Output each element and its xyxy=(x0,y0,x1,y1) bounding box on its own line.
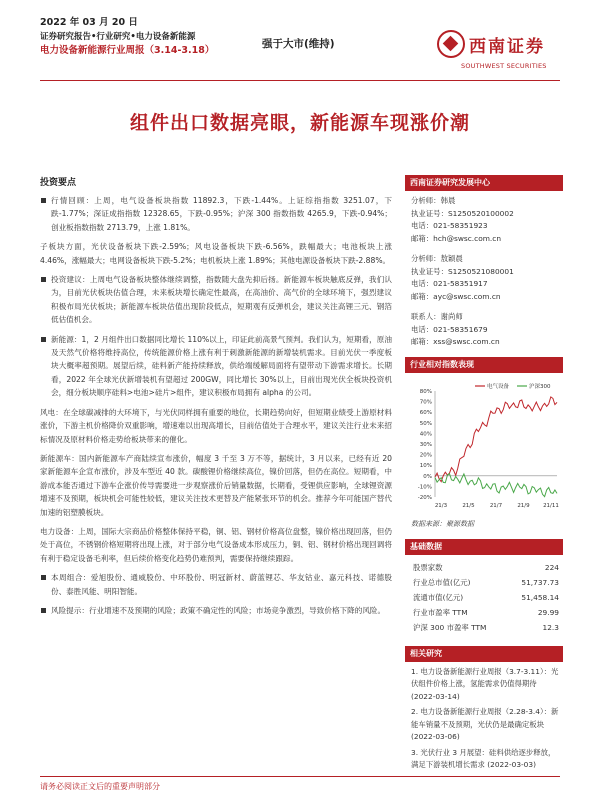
analyst-1-email[interactable]: 邮箱：hch@swsc.com.cn xyxy=(411,233,502,243)
footer-disclaimer: 请务必阅读正文后的重要声明部分 xyxy=(40,776,560,792)
y-tick-label: -20% xyxy=(417,494,432,501)
paragraph-sub-sectors: 子板块方面，光伏设备板块下跌-2.59%；风电设备板块下跌-6.56%，跌幅最大；电池板块上涨 4.46%，涨幅最大；电网设备板块下跌-5.2%；电机板块上涨 1.89%；其他电源设备板块下跌-2.88%。 xyxy=(40,242,392,265)
main-column xyxy=(40,175,392,623)
series-line-electrical-equipment xyxy=(435,396,557,481)
rating-label: 强于大市(维持) xyxy=(262,38,335,50)
paragraph-ev: 新能源车：国内新能源车产商陆续宣布涨价，幅度 3 千至 3 万不等，据统计，3 月以来，已经有近 20 家新能源车企宣布涨价，涉及车型近 40 款。碳酸锂价格继续高位，镍价回落，但仍在高位。短期看，中游成本能否通过下游车企涨价传导需要进一步观察涨价后销量数据，长期看，受锂供应影响，全球锂资源增速不及预期，板块机会可能性较低，建议关注技术更替及产能紧张环节的机会。推荐今年可能国产替代加速的铝塑膜板块。 xyxy=(40,453,392,517)
paragraph-wind-power: 风电：在全球碳减排的大环境下，与光伏同样拥有重要的地位，长期趋势向好，但短期业绩受上游原材料涨价，下游主机价格降价双重影响，增速难以出现高增长，目前估值处于合理水平，建议关注行业未来招标情况及原材料价格走势给板块带来的催化。 xyxy=(40,407,392,444)
logo-seal-icon xyxy=(437,30,465,58)
contact-phone: 电话：021-58351679 xyxy=(411,324,488,334)
related-item[interactable]: 3. 光伏行业 3 月展望：硅料供给逐步释放，满足下游装机增长需求 (2022-03-03) xyxy=(411,747,556,769)
related-heading: 相关研究 xyxy=(405,646,563,662)
index-chart xyxy=(405,379,563,521)
basic-data-value: 224 xyxy=(544,562,559,572)
legend-label: 沪深300 xyxy=(529,383,551,390)
basic-data-label: 行业市盈率 TTM xyxy=(413,607,468,617)
related-list xyxy=(405,662,563,772)
sidebar xyxy=(405,175,563,775)
report-date: 2022 年 03 月 20 日 xyxy=(40,17,138,28)
report-series: 电力设备新能源行业周报（3.14-3.18） xyxy=(40,45,215,56)
basic-data-table xyxy=(405,555,563,636)
header-divider xyxy=(40,80,560,81)
basic-data-label: 沪深 300 市盈率 TTM xyxy=(413,622,487,632)
analyst-block xyxy=(405,191,563,349)
paragraph-risk: 风险提示：行业增速不及预期的风险；政策不确定性的风险；市场竞争激烈，导致价格下降的风险。 xyxy=(40,604,392,617)
y-tick-label: -10% xyxy=(417,483,432,490)
series-line-csi300 xyxy=(435,473,557,496)
contact-name: 联系人：谢尚师 xyxy=(411,312,463,321)
basic-data-heading: 基础数据 xyxy=(405,539,563,555)
analyst-2-phone: 电话：021-58351917 xyxy=(411,279,488,288)
paragraph-portfolio: 本周组合：爱旭股份、通威股份、中环股份、明冠新材、蔚蓝锂芯、华友钴业、嘉元科技、诺德股份、泰胜风能、明阳智能。 xyxy=(40,571,392,598)
analyst-2-cert: 执业证号：S1250521080001 xyxy=(411,266,514,276)
basic-data-value: 12.3 xyxy=(542,622,559,632)
report-title: 组件出口数据亮眼，新能源车现涨价潮 xyxy=(129,112,470,134)
analyst-1-name: 分析师：韩晨 xyxy=(411,196,456,205)
paragraph-new-energy: 新能源：1，2 月组件出口数据同比增长 110%以上，印证此前高景气预判。我们认为，短期看，原油及天然气价格将维持高位，传统能源价格上涨有利于刺激新能源的新增装机需求。目前光伏一季度板块大概率超预期。展望后续，硅料新产能持续释放，供给端缓解局面将有望带动下游需求增长。长期看，2022 年全球光伏新增装机有望超过 200GW，同比增长 30%以上，目前出现光伏全板块投资机会，细分板块顺序硅料>电池>硅片>组件，建议积极布局拥有 alpha 的公司。 xyxy=(40,333,392,400)
y-tick-label: 40% xyxy=(419,430,432,437)
y-tick-label: 0% xyxy=(423,473,432,480)
index-chart-svg xyxy=(405,379,563,521)
basic-data-label: 股票家数 xyxy=(413,562,443,572)
x-tick-label: 21/3 xyxy=(434,502,448,509)
x-tick-label: 21/7 xyxy=(489,502,503,509)
chart-source: 数据来源：聚源数据 xyxy=(411,519,474,528)
related-item[interactable]: 2. 电力设备新能源行业周报（2.28-3.4）：新能车销量不及预期，光伏仍是最确定板块 (2022-03-06) xyxy=(411,707,559,741)
x-tick-label: 21/5 xyxy=(462,502,475,509)
logo-text-en: SOUTHWEST SECURITIES xyxy=(461,62,547,70)
chart-heading: 行业相对指数表现 xyxy=(405,357,563,373)
basic-data-row xyxy=(413,621,559,634)
company-logo xyxy=(437,30,561,74)
y-tick-label: 80% xyxy=(419,388,432,395)
y-tick-label: 20% xyxy=(419,452,432,459)
paragraph-investment-advice: 投资建议：上周电气设备板块整体继续调整，指数随大盘先抑后扬。新能源车板块触底反弹，我们认为，目前光伏板块估值合理，未来板块增长确定性最高，在高油价、高气价的全球环境下，强烈建议积极布局光伏板块；新能源车板块估值出现阶段低点，短期观有反弹机会，建议关注高锂三元、钢箔低估值机会。 xyxy=(40,273,392,327)
x-tick-label: 21/9 xyxy=(517,502,530,509)
y-tick-label: 30% xyxy=(419,441,432,448)
section-heading: 投资要点 xyxy=(40,178,77,188)
paragraph-power-equipment: 电力设备：上周，国际大宗商品价格整体保持平稳，铜、铝、钢材价格高位盘整，镍价格出现回落，但仍处于高位，不锈钢价格短期将出现上涨，对于部分电气设备成本形成压力，铜、铝、钢材价格出现回调将有利于稳定设备毛利率，但后续价格变化趋势仍难预判，需要保持继续跟踪。 xyxy=(40,526,392,563)
logo-text-cn: 西南证券 xyxy=(469,37,545,57)
team-heading: 西南证券研究发展中心 xyxy=(405,175,563,191)
analyst-2-name: 分析师：敖颖晨 xyxy=(411,254,463,263)
y-tick-label: 70% xyxy=(419,399,432,406)
basic-data-label: 行业总市值(亿元) xyxy=(413,577,471,587)
analyst-1-cert: 执业证号：S1250520100002 xyxy=(411,208,514,218)
header-meta xyxy=(40,16,214,58)
analyst-1-phone: 电话：021-58351923 xyxy=(411,221,488,230)
basic-data-row xyxy=(413,576,559,589)
y-tick-label: 50% xyxy=(419,420,432,427)
contact-email[interactable]: 邮箱：xss@swsc.com.cn xyxy=(411,337,500,346)
basic-data-row xyxy=(413,591,559,604)
y-tick-label: 10% xyxy=(419,462,432,469)
basic-data-value: 29.99 xyxy=(537,607,559,617)
analyst-2-email[interactable]: 邮箱：ayc@swsc.com.cn xyxy=(411,291,501,301)
x-tick-label: 21/11 xyxy=(543,502,559,509)
basic-data-value: 51,737.73 xyxy=(521,577,559,587)
report-category: 证券研究报告•行业研究•电力设备新能源 xyxy=(40,32,196,42)
basic-data-value: 51,458.14 xyxy=(521,592,559,602)
y-tick-label: 60% xyxy=(419,409,432,416)
related-item[interactable]: 1. 电力设备新能源行业周报（3.7-3.11）：光伏组件价格上涨，氢能需求仍值得期待 (2022-03-14) xyxy=(411,666,559,701)
legend-label: 电气设备 xyxy=(487,383,510,390)
basic-data-label: 流通市值(亿元) xyxy=(413,592,464,602)
basic-data-row xyxy=(413,561,559,574)
paragraph-market-review: 行情回顾：上周，电气设备板块指数 11892.3，下跌-1.44%。上证综指指数 3251.07，下跌-1.77%；深证成指指数 12328.65，下跌-0.95%；沪深 300 指数指数 4265.9，下跌-0.94%；创业板指数指数 2713.79，上涨 1.81%。 xyxy=(40,194,392,234)
basic-data-row xyxy=(413,606,559,619)
